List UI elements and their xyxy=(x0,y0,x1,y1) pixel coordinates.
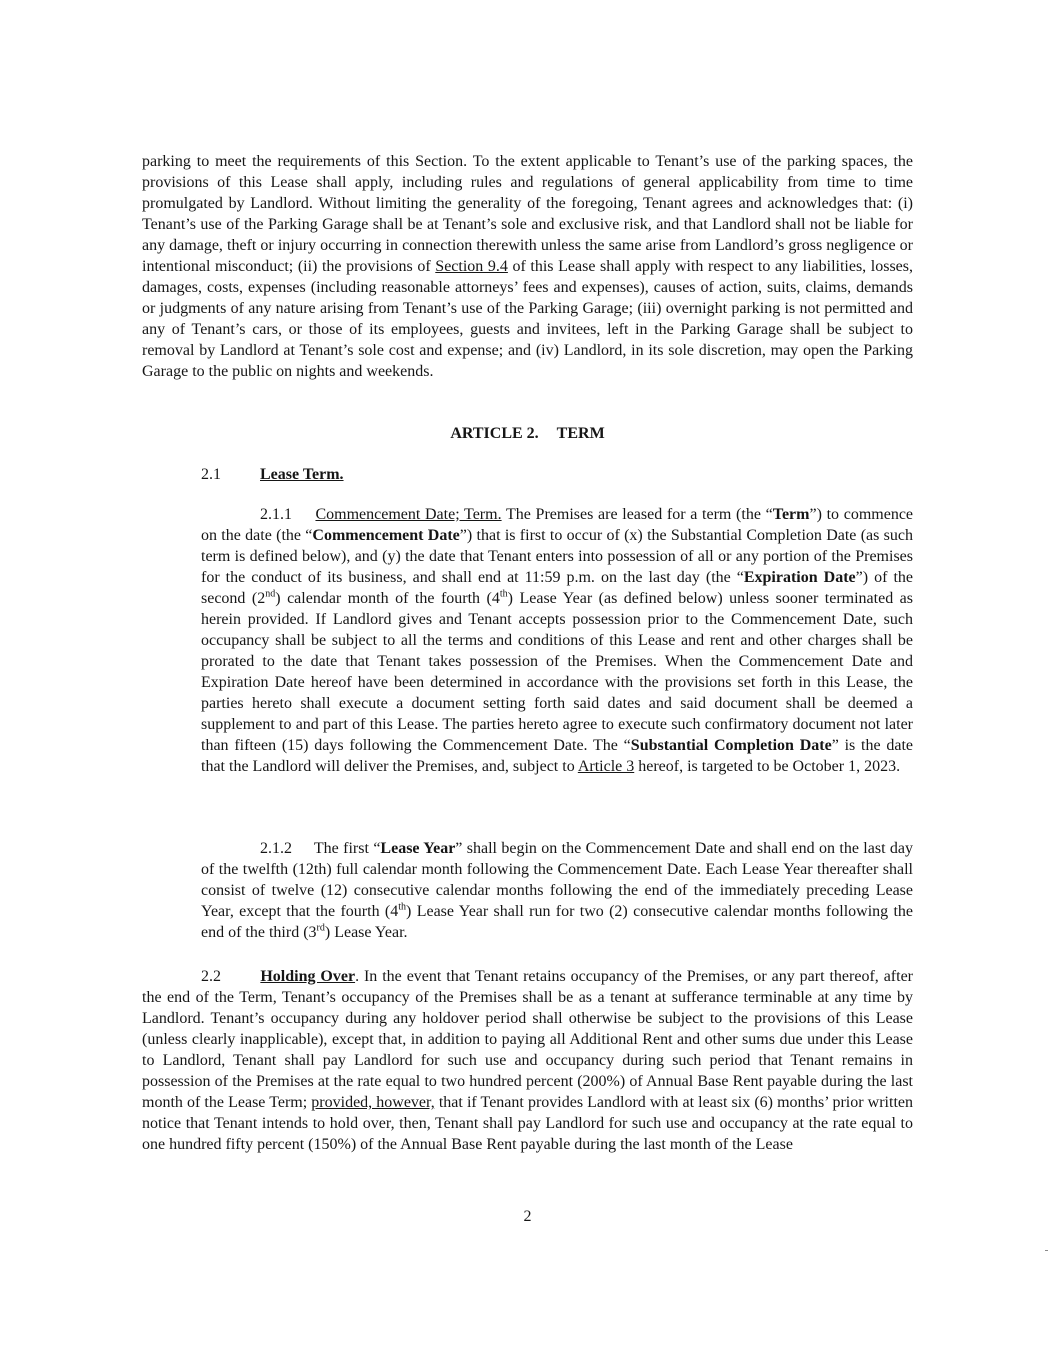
section-2-1-1-number: 2.1.1 xyxy=(260,506,292,523)
text: ” is the date that the Landlord will deliver the Premises, and, subject to xyxy=(201,737,914,775)
section-9-4-reference: Section 9.4 xyxy=(435,258,508,275)
text: The Premises are leased for a term (the “ xyxy=(501,506,773,523)
text: ”) to commence on the date (the “ xyxy=(201,506,914,544)
text: hereof, is targeted to be October 1, 2023. xyxy=(634,758,901,775)
section-2-2-paragraph xyxy=(142,966,913,1155)
section-2-2-number: 2.2 xyxy=(201,968,221,985)
text: that if Tenant provides Landlord with at least six (6) months’ prior written notice that Tenant intends to hold over, then, Tenant shall pay Landlord for such use and occupancy at the rate equal to one hundred fifty percent (150%) of the Annual Base Rent payable during the last month of the Lease xyxy=(142,1094,913,1153)
lease-year-defined-label: Lease Year xyxy=(380,840,456,857)
text: ) calendar month of the fourth (4 xyxy=(275,590,500,607)
article-number: ARTICLE 2. xyxy=(450,425,539,442)
text: ”) that is first to occur of (x) the Substantial Completion Date (as such term is defined below), and (y) the date that Tenant enters into possession of all or any portion of the Premises for the conduct of its business, and shall end at 11:59 p.m. on the last day (the “ xyxy=(201,527,914,586)
text: ) Lease Year. xyxy=(324,924,408,941)
text: . In the event that Tenant retains occupancy of the Premises, or any part thereof, after the end of the Term, Tenant’s occupancy of the Premises shall be as a tenant at sufferance terminable at any time by Landlord. Tenant’s occupancy during any holdover period shall otherwise be subject to the provisions of this Lease (unless clearly inapplicable), except that, in addition to paying all Additional Rent and other sums due under this Lease to Landlord, Tenant shall pay Landlord for such use and occupancy during such period that Tenant remains in possession of the Premises at the rate equal to two hundred percent (200%) of Annual Base Rent payable during the last month of the Lease Term; xyxy=(142,968,914,1111)
section-2-1-2-paragraph xyxy=(201,838,913,943)
section-2-1-heading xyxy=(201,464,344,485)
term-defined-label: Term xyxy=(772,506,810,523)
text: The first “ xyxy=(313,840,381,857)
section-2-1-2-number: 2.1.2 xyxy=(260,840,292,857)
text: ” shall begin on the Commencement Date and shall end on the last day of the twelfth (12th) full calendar month following the Commencement Date. Each Lease Year thereafter shall consist of twelve (12) consecutive calendar months following the end of the immediately preceding Lease Year, except that the fourth (4 xyxy=(201,840,914,920)
superscript: th xyxy=(499,588,508,600)
page-number: 2 xyxy=(523,1208,532,1225)
section-2-1-1-paragraph xyxy=(201,504,913,777)
superscript: nd xyxy=(265,588,276,600)
proviso-text: provided, however, xyxy=(311,1094,435,1111)
text: ”) of the second (2 xyxy=(201,569,913,607)
intro-text-2: of this Lease shall apply with respect to any liabilities, losses, damages, costs, expenses (including reasonable attorneys’ fees and expenses), causes of action, suits, claims, demands or judgments of any nature arising from Tenant’s use of the Parking Garage; (iii) overnight parking is not permitted and any of Tenant’s cars, or those of its employees, guests and invitees, left in the Parking Garage shall be subject to removal by Landlord at Tenant’s sole cost and expense; and (iv) Landlord, in its sole discretion, may open the Parking Garage to the public on nights and weekends. xyxy=(142,258,913,380)
substantial-completion-defined-label: Substantial Completion Date xyxy=(630,737,832,754)
margin-mark xyxy=(1045,1250,1048,1251)
section-2-1-title: Lease Term. xyxy=(260,466,344,483)
commencement-date-defined-label: Commencement Date xyxy=(312,527,460,544)
article-title: TERM xyxy=(556,425,605,442)
article-3-reference: Article 3 xyxy=(577,758,635,775)
article-2-heading xyxy=(0,423,1055,444)
section-2-1-1-heading: Commencement Date; Term. xyxy=(315,506,502,523)
section-2-1-number: 2.1 xyxy=(201,466,221,483)
expiration-date-defined-label: Expiration Date xyxy=(743,569,856,586)
text: ) Lease Year shall run for two (2) consecutive calendar months following the end of the third (3 xyxy=(201,903,914,941)
intro-paragraph xyxy=(142,151,913,382)
superscript: rd xyxy=(316,922,325,934)
section-2-2-title: Holding Over xyxy=(260,968,356,985)
text: ) Lease Year (as defined below) unless sooner terminated as herein provided. If Landlord gives and Tenant accepts possession prior to the Commencement Date, such occupancy shall be subject to all the terms and conditions of this Lease and rent and other charges shall be prorated to the date that Tenant takes possession of the Premises. When the Commencement Date and Expiration Date hereof have been determined in accordance with the provisions set forth in this Lease, the parties hereto shall execute a document setting forth said dates and said document shall be deemed a supplement to and part of this Lease. The parties hereto agree to execute such confirmatory document not later than fifteen (15) days following the Commencement Date. The “ xyxy=(201,590,914,754)
intro-text-1: parking to meet the requirements of this Section. To the extent applicable to Tenant’s use of the parking spaces, the provisions of this Lease shall apply, including rules and regulations of general applicability from time to time promulgated by Landlord. Without limiting the generality of the foregoing, Tenant agrees and acknowledges that: (i) Tenant’s use of the Parking Garage shall be at Tenant’s sole and exclusive risk, and that Landlord shall not be liable for any damage, theft or injury occurring in connection therewith unless the same arise from Landlord’s gross negligence or intentional misconduct; (ii) the provisions of xyxy=(142,153,913,275)
superscript: th xyxy=(398,901,407,913)
